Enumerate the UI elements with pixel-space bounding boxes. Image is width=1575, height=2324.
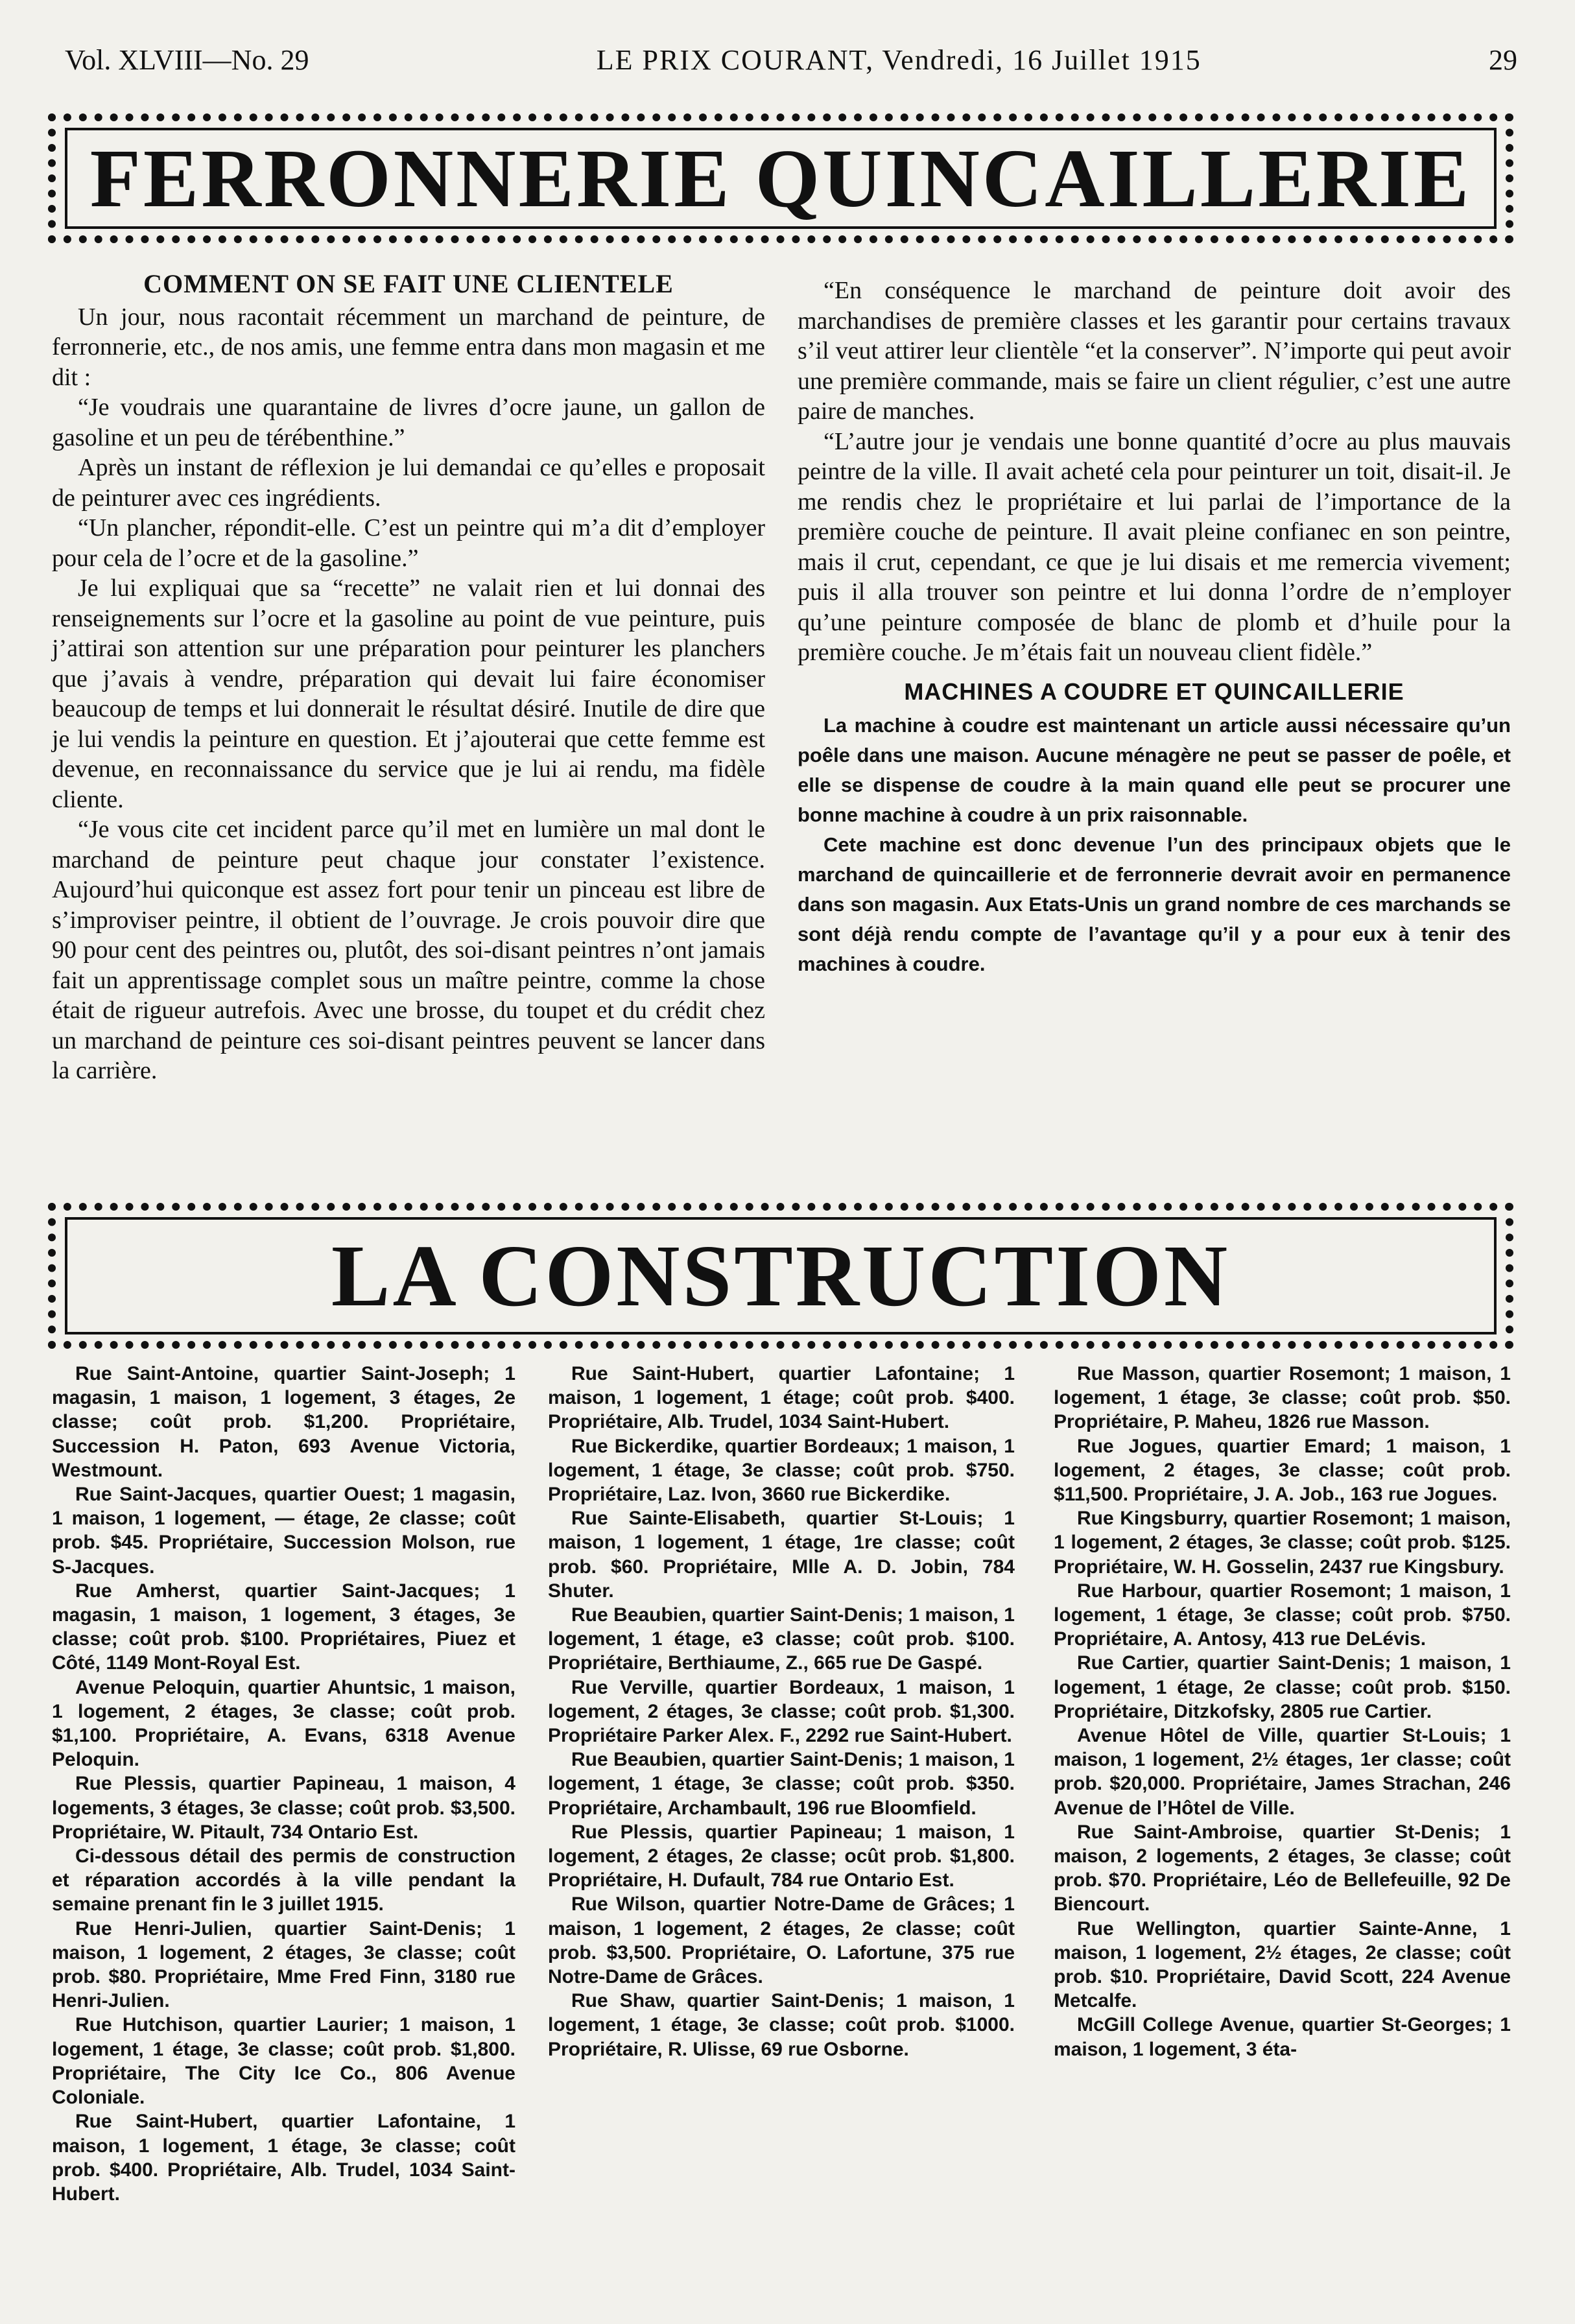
permit-entry: McGill College Avenue, quartier St-Georges; 1 maison, 1 logement, 3 éta- (1054, 2014, 1511, 2060)
permit-entry: Rue Harbour, quartier Rosemont; 1 maison, 1 logement, 1 étage, 3e classe; coût prob. $750. Propriétaire, A. Antosy, 413 rue DeLévis. (1054, 1580, 1511, 1650)
permit-entry: Rue Saint-Jacques, quartier Ouest; 1 magasin, 1 maison, 1 logement, — étage, 2e classe; coût prob. $45. Propriétaire, Succession Molson, rue S-Jacques. (52, 1484, 515, 1578)
permit-entry: Rue Plessis, quartier Papineau; 1 maison, 1 logement, 2 étages, 2e classe; ocût prob. $1,800. Propriétaire, H. Dufault, 784 rue Ontario Est. (548, 1821, 1015, 1891)
article-paragraph: “Je vous cite cet incident parce qu’il met en lumière un mal dont le marchand de peinture peut chaque jour constater l’existence. Aujourd’hui quiconque est assez fort pour tenir un pinceau est libre de s’improviser peintre, il obtient de l’ouvrage. Je crois pouvoir dire que 90 pour cent des peintres ou, plutôt, des soi-disant peintres n’ont jamais fait un apprentissage complet sous un maître peintre, comme la chose était de rigueur autrefois. Avec une brosse, du toupet et du crédit chez un marchand de peinture ces soi-disant peintres peuvent se lancer dans la carrière. (52, 816, 765, 1084)
permit-entry: Rue Wilson, quartier Notre-Dame de Grâces; 1 maison, 1 logement, 2 étages, 2e classe; coût prob. $3,500. Propriétaire, O. Lafortune, 375 rue Notre-Dame de Grâces. (548, 1893, 1015, 1988)
journal-title-date: LE PRIX COURANT, Vendredi, 16 Juillet 1915 (596, 43, 1202, 76)
article-machines-body (798, 711, 1511, 979)
permit-entry: Rue Jogues, quartier Emard; 1 maison, 1 logement, 2 étages, 3e classe; coût prob. $11,500. Propriétaire, J. A. Job., 163 rue Jogues. (1054, 1435, 1511, 1506)
volume-number: Vol. XLVIII—No. 29 (65, 43, 309, 76)
permit-entry: Rue Saint-Hubert, quartier Lafontaine; 1 maison, 1 logement, 1 étage; coût prob. $400. Propriétaire, Alb. Trudel, 1034 Saint-Hubert. (548, 1363, 1015, 1433)
permit-entry: Avenue Peloquin, quartier Ahuntsic, 1 maison, 1 logement, 2 étages, 3e classe; coût prob. $1,100. Propriétaire, A. Evans, 6318 Avenue Peloquin. (52, 1676, 515, 1771)
permit-entry: Rue Shaw, quartier Saint-Denis; 1 maison, 1 logement, 1 étage, 3e classe; coût prob. $1000. Propriétaire, R. Ulisse, 69 rue Osborne. (548, 1990, 1015, 2060)
article-paragraph: Je lui expliquai que sa “recette” ne valait rien et lui donnai des renseignements sur l’ocre et la gasoline au point de vue peinture, puis j’attirai son attention sur une préparation pour peinturer les planchers que j’avais à vendre, préparation qui devait lui faire économiser beaucoup de temps et lui donnerait le résultat désiré. Inutile de dire que je lui vendis la peinture en question. Et j’ajouterai que cette femme est devenue, en reconnaissance du service que je lui ai rendu, ma fidèle cliente. (52, 575, 765, 813)
article-paragraph: La machine à coudre est maintenant un article aussi nécessaire qu’un poêle dans une maison. Aucune ménagère ne peut se passer de poêle, et elle se dispense de coudre à la main quand elle peut se procurer une bonne machine à coudre à un prix raisonnable. (798, 714, 1511, 826)
article-column-2 (798, 276, 1511, 979)
permit-entry: Rue Plessis, quartier Papineau, 1 maison, 4 logements, 3 étages, 3e classe; coût prob. $3,500. Propriétaire, W. Pitault, 734 Ontario Est. (52, 1773, 515, 1843)
section-banner-ferronnerie (48, 113, 1513, 243)
permit-entry: Rue Henri-Julien, quartier Saint-Denis; 1 maison, 1 logement, 2 étages, 3e classe; coût prob. $80. Propriétaire, Mme Fred Finn, 3180 rue Henri-Julien. (52, 1917, 515, 2012)
article-title-clientele: COMMENT ON SE FAIT UNE CLIENTELE (143, 269, 674, 298)
section-title-ferronnerie: FERRONNERIE QUINCAILLERIE (89, 132, 1472, 224)
article-paragraph: “Je voudrais une quarantaine de livres d’ocre jaune, un gallon de gasoline et un peu de térébenthine.” (52, 394, 765, 451)
construction-column-3 (1054, 1362, 1511, 2061)
permit-entry: Rue Kingsburry, quartier Rosemont; 1 maison, 1 logement, 2 étages, 3e classe; coût prob. $125. Propriétaire, W. H. Gosselin, 2437 rue Kingsbury. (1054, 1508, 1511, 1578)
permit-entry: Rue Saint-Antoine, quartier Saint-Joseph; 1 magasin, 1 maison, 1 logement, 3 étages, 2e classe; coût prob. $1,200. Propriétaire, Succession H. Paton, 693 Avenue Victoria, Westmount. (52, 1363, 515, 1481)
permit-entry: Rue Masson, quartier Rosemont; 1 maison, 1 logement, 1 étage, 3e classe; coût prob. $50. Propriétaire, P. Maheu, 1826 rue Masson. (1054, 1363, 1511, 1433)
article-paragraph: “Un plancher, répondit-elle. C’est un peintre qui m’a dit d’employer pour cela de l’ocre et de la gasoline.” (52, 514, 765, 572)
article-paragraph: “L’autre jour je vendais une bonne quantité d’ocre au plus mauvais peintre de la ville. Il avait acheté cela pour peinturer un toit, disait-il. Je me rendis chez le propriétaire et lui parlai de l’importance de la première couche de peinture. Il avait pleine confianec en son peintre, mais il crut, cependant, ce que je lui disais et me remercia vivement; puis il alla trouver son peintre et lui donna l’ordre de n’employer qu’une peinture composée de blanc de plomb et d’huile pour la première couche. Je m’étais fait un nouveau client fidèle.” (798, 427, 1511, 666)
permit-entry: Avenue Hôtel de Ville, quartier St-Louis; 1 maison, 1 logement, 2½ étages, 1er classe; coût prob. $20,000. Propriétaire, James Strachan, 246 Avenue de l’Hôtel de Ville. (1054, 1725, 1511, 1819)
page-number: 29 (1488, 43, 1517, 76)
article-column-1 (52, 269, 765, 1086)
permit-entry: Rue Saint-Hubert, quartier Lafontaine, 1 maison, 1 logement, 1 étage, 3e classe; coût prob. $400. Propriétaire, Alb. Trudel, 1034 Saint-Hubert. (52, 2111, 515, 2205)
running-header (65, 40, 1517, 79)
permit-entry: Rue Bickerdike, quartier Bordeaux; 1 maison, 1 logement, 1 étage, 3e classe; coût prob. $750. Propriétaire, Laz. Ivon, 3660 rue Bickerdike. (548, 1435, 1015, 1506)
section-title-construction: LA CONSTRUCTION (331, 1227, 1231, 1325)
permit-entry: Rue Beaubien, quartier Saint-Denis; 1 maison, 1 logement, 1 étage, 3e classe; coût prob. $350. Propriétaire, Archambault, 196 rue Bloomfield. (548, 1749, 1015, 1819)
permit-entry: Rue Wellington, quartier Sainte-Anne, 1 maison, 1 logement, 2½ étages, 2e classe; coût prob. $10. Propriétaire, David Scott, 224 Avenue Metcalfe. (1054, 1917, 1511, 2012)
construction-column-2 (548, 1362, 1015, 2061)
permit-entry: Rue Amherst, quartier Saint-Jacques; 1 magasin, 1 maison, 1 logement, 3 étages, 3e classe; coût prob. $100. Propriétaires, Piuez et Côté, 1149 Mont-Royal Est. (52, 1580, 515, 1674)
permit-entry: Rue Verville, quartier Bordeaux, 1 maison, 1 logement, 2 étages, 3e classe; coût prob. $1,300. Propriétaire Parker Alex. F., 2292 rue Saint-Hubert. (548, 1676, 1015, 1747)
article-title-machines: MACHINES A COUDRE ET QUINCAILLERIE (904, 678, 1404, 705)
permit-entry: Rue Saint-Ambroise, quartier St-Denis; 1 maison, 2 logements, 2 étages, 3e classe; coût prob. $70. Propriétaire, Léo de Bellefeuille, 92 De Biencourt. (1054, 1821, 1511, 1915)
construction-column-1 (52, 1362, 515, 2206)
permit-entry: Rue Hutchison, quartier Laurier; 1 maison, 1 logement, 1 étage, 3e classe; coût prob. $1,800. Propriétaire, The City Ice Co., 806 Avenue Coloniale. (52, 2014, 515, 2109)
permit-entry: Rue Beaubien, quartier Saint-Denis; 1 maison, 1 logement, 1 étage, e3 classe; coût prob. $100. Propriétaire, Berthiaume, Z., 665 rue De Gaspé. (548, 1604, 1015, 1674)
article-paragraph: Après un instant de réflexion je lui demandai ce qu’elles e proposait de peinturer avec ces ingrédients. (52, 454, 765, 512)
permit-entry: Rue Cartier, quartier Saint-Denis; 1 maison, 1 logement, 1 étage, 2e classe; coût prob. $150. Propriétaire, Ditzkofsky, 2805 rue Cartier. (1054, 1652, 1511, 1722)
section-banner-construction (48, 1203, 1513, 1349)
article-paragraph: “En conséquence le marchand de peinture doit avoir des marchandises de première classes et les garantir pour certains travaux s’il veut attirer leur clientèle “et la conserver”. N’importe qui peut avoir une première commande, mais se faire un client régulier, c’est une autre paire de manches. (798, 277, 1511, 425)
newspaper-page (39, 0, 1517, 2324)
article-paragraph: Cete machine est donc devenue l’un des principaux objets que le marchand de quincaillerie et de ferronnerie devrait avoir en permanence dans son magasin. Aux Etats-Unis un grand nombre de ces marchands se sont déjà rendu compte de l’avantage qu’il y a pour eux à tenir des machines à coudre. (798, 833, 1511, 975)
permit-entry: Ci-dessous détail des permis de construction et réparation accordés à la ville pendant la semaine prenant fin le 3 juillet 1915. (52, 1845, 515, 1915)
permit-entry: Rue Sainte-Elisabeth, quartier St-Louis; 1 maison, 1 logement, 1 étage, 1re classe; coût prob. $60. Propriétaire, Mlle A. D. Jobin, 784 Shuter. (548, 1508, 1015, 1602)
article-paragraph: Un jour, nous racontait récemment un marchand de peinture, de ferronnerie, etc., de nos amis, une femme entra dans mon magasin et me dit : (52, 303, 765, 391)
